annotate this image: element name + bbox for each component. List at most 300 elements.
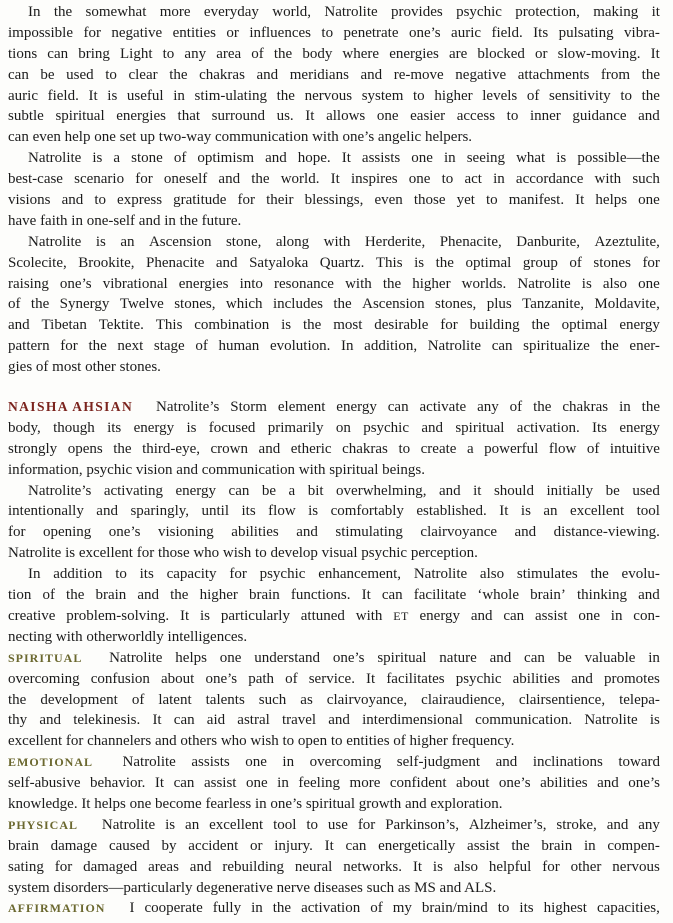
word: to: [94, 192, 106, 209]
paragraph-affirmation: [8, 898, 660, 919]
text-line: [8, 336, 660, 357]
word: clear: [128, 66, 158, 83]
word: into: [239, 275, 263, 292]
word: Natrolite: [109, 649, 163, 666]
word: one’s: [408, 24, 441, 41]
word: also: [602, 275, 628, 292]
word: problem-solving.: [66, 607, 170, 624]
word: for: [54, 858, 73, 875]
word: any: [638, 816, 660, 833]
word: a: [466, 440, 474, 457]
word: can: [524, 649, 545, 666]
word: used: [66, 66, 94, 83]
text-line: [8, 606, 660, 627]
text-run: information, psychic vision and communication with spiritual beings.: [8, 461, 426, 478]
text-line: [8, 232, 660, 253]
word: functions.: [290, 587, 351, 604]
word: overcoming: [8, 670, 80, 687]
word: Natrolite: [28, 150, 82, 167]
word: areas: [148, 858, 179, 875]
word: to: [506, 108, 519, 125]
word: rebuilding: [222, 858, 284, 875]
text-line: [8, 86, 660, 107]
word: Ascension: [362, 296, 425, 313]
word: intentionally: [8, 503, 84, 520]
word: one: [638, 275, 660, 292]
word: the: [600, 338, 619, 355]
word: helps: [175, 649, 207, 666]
word: stroke,: [556, 816, 597, 833]
word: can: [381, 587, 403, 604]
word: create: [420, 440, 457, 457]
word: useful: [126, 87, 164, 104]
word: Parkinson’s,: [385, 816, 459, 833]
text-run: Natrolite is excellent for those who wish to develop visual psychic perception.: [8, 545, 478, 562]
word: valuable: [584, 649, 636, 666]
word: surround: [211, 108, 265, 125]
word: self-judgment: [396, 754, 481, 771]
word: in: [277, 775, 289, 792]
word: with: [355, 607, 383, 624]
text-line: [8, 169, 660, 190]
word: its: [107, 419, 122, 436]
word: more: [349, 775, 381, 792]
word: energies: [178, 275, 229, 292]
word: behavior.: [90, 775, 146, 792]
word: Scolecite,: [8, 254, 67, 271]
word: to: [441, 171, 454, 188]
word: path: [248, 670, 275, 687]
word: the: [333, 296, 352, 313]
text-line: [8, 710, 660, 731]
word: tool: [273, 816, 297, 833]
word: somewhat: [85, 4, 147, 20]
word: psychic: [363, 419, 410, 436]
text-line: [8, 501, 660, 522]
word: stimulating: [335, 524, 403, 541]
word: telepa-: [619, 691, 660, 708]
word: negative: [111, 24, 163, 41]
word: field.: [491, 24, 523, 41]
word: energies: [389, 45, 439, 62]
word: vibra-: [624, 24, 660, 41]
word: one’s: [332, 649, 365, 666]
word: bit: [307, 482, 324, 499]
word: attuned: [300, 607, 345, 624]
word: to: [115, 566, 127, 583]
word: the: [382, 275, 402, 292]
word: spiritualize: [523, 338, 590, 355]
text-line: [8, 274, 660, 295]
word: of: [42, 587, 55, 604]
word: can: [387, 399, 409, 416]
word: or: [535, 45, 548, 62]
word: is: [165, 816, 176, 833]
word: is: [414, 254, 425, 271]
text-line: [8, 481, 660, 502]
text-line: [8, 794, 660, 815]
word: world.: [280, 171, 320, 188]
word: one: [245, 754, 267, 771]
text-line: [8, 65, 660, 86]
word: Natrolite: [427, 338, 482, 355]
word: is: [581, 275, 592, 292]
word: ET: [393, 608, 409, 623]
word: one: [219, 649, 242, 666]
word: blocked: [477, 45, 525, 62]
word: accident: [188, 837, 239, 854]
word: human: [218, 338, 260, 355]
text-line: [8, 815, 660, 836]
word: assists: [361, 150, 401, 167]
word: one: [578, 607, 600, 624]
word: it: [651, 4, 660, 20]
word: making: [593, 4, 639, 20]
word: It: [154, 775, 165, 792]
word: visioning: [157, 524, 214, 541]
word: to: [620, 87, 632, 104]
word: powerful: [484, 440, 539, 457]
word: brain: [541, 837, 573, 854]
text-line: [8, 106, 660, 127]
word: sating: [8, 858, 44, 875]
word: Light: [120, 45, 153, 62]
word: can: [173, 775, 195, 792]
word: resonance: [274, 275, 334, 292]
word: in: [493, 171, 505, 188]
word: opening: [42, 524, 92, 541]
word: energy: [619, 419, 660, 436]
word: the: [272, 900, 292, 917]
word: and: [470, 607, 493, 624]
word: for: [135, 171, 153, 188]
word: Natrolite: [584, 712, 638, 729]
word: assists: [191, 754, 230, 771]
word: addition,: [364, 338, 418, 355]
text-line: [8, 315, 660, 336]
word: energy: [619, 317, 660, 334]
word: hope.: [297, 150, 331, 167]
text-line: [8, 418, 660, 439]
word: for: [357, 816, 376, 833]
word: most: [333, 317, 363, 334]
text-line: [8, 439, 660, 460]
word: by: [161, 837, 177, 854]
word: one: [411, 150, 433, 167]
word: yet: [456, 192, 475, 209]
word: the: [641, 66, 660, 83]
text-line: [8, 2, 660, 23]
word: overcoming: [309, 754, 382, 771]
word: service.: [308, 670, 355, 687]
word: sensitivity: [549, 87, 611, 104]
text-line: [8, 148, 660, 169]
word: gratitude: [173, 192, 227, 209]
word: to: [413, 87, 425, 104]
word: I: [129, 900, 135, 917]
word: impossible: [8, 24, 74, 41]
word: in: [610, 607, 623, 624]
word: brain: [8, 837, 39, 854]
word: and: [638, 108, 660, 125]
word: manifest.: [508, 192, 565, 209]
word: talents: [205, 691, 245, 708]
word: psychic: [456, 4, 502, 20]
word: and: [8, 317, 30, 334]
paragraph-emotional: [8, 752, 660, 815]
word: It: [341, 150, 351, 167]
word: activate: [419, 399, 467, 416]
text-run: can even help one set up two-way communication with one’s angelic helpers.: [8, 129, 473, 146]
word: its: [139, 566, 154, 583]
word: helps: [595, 192, 628, 209]
paragraph-physical: [8, 815, 660, 899]
word: opens: [67, 440, 103, 457]
word: It: [88, 87, 98, 104]
word: worlds.: [461, 275, 507, 292]
word: of: [131, 691, 145, 708]
word: system: [361, 87, 404, 104]
word: the: [641, 87, 660, 104]
word: excellent: [209, 816, 264, 833]
word: understand: [254, 649, 321, 666]
word: more: [159, 4, 191, 20]
word: facilitates: [386, 670, 445, 687]
word: also: [453, 858, 478, 875]
word: negative: [455, 66, 507, 83]
paragraph-3: [8, 232, 660, 378]
word: easier: [410, 108, 446, 125]
word: the: [533, 399, 552, 416]
word: It: [650, 45, 660, 62]
word: as: [300, 691, 313, 708]
word: fully: [212, 900, 242, 917]
word: field.: [47, 87, 79, 104]
word: In: [341, 338, 354, 355]
word: those: [413, 192, 446, 209]
word: the: [113, 440, 132, 457]
text-line: [8, 669, 660, 690]
word: nature: [439, 649, 477, 666]
word: in: [583, 837, 596, 854]
word: which: [225, 296, 263, 313]
word: raising: [8, 275, 49, 292]
word: possible—the: [577, 150, 660, 167]
text-line: [8, 773, 660, 794]
word: and: [597, 775, 619, 792]
word: activation: [301, 900, 361, 917]
word: Satyaloka: [249, 254, 309, 271]
word: the: [66, 587, 85, 604]
text-line: [8, 585, 660, 606]
text-run: necting with otherworldly intelligences.: [8, 628, 248, 645]
text-line: [8, 564, 660, 585]
word: and: [421, 419, 443, 436]
word: the: [30, 296, 50, 313]
word: particularly: [220, 607, 290, 624]
word: for: [229, 566, 247, 583]
word: Natrolite: [28, 233, 82, 250]
word: in: [648, 649, 660, 666]
word: to: [162, 45, 175, 62]
text-line: [8, 857, 660, 878]
text-run: gies of most other stones.: [8, 359, 161, 376]
text-line: [8, 44, 660, 65]
word: optimism: [197, 150, 255, 167]
word: chakras: [342, 440, 388, 457]
text-line: [8, 397, 660, 418]
word: psychic: [259, 566, 306, 583]
word: Alzheimer’s,: [468, 816, 547, 833]
word: is: [432, 858, 443, 875]
word: and: [39, 712, 62, 729]
text-run: excellent for channelers and others who wish to open to entities of higher frequency.: [8, 733, 515, 750]
word: tool: [636, 503, 660, 520]
word: where: [342, 45, 380, 62]
word: chakras: [199, 66, 245, 83]
word: stones,: [174, 296, 216, 313]
word: an: [543, 503, 558, 520]
word: confident: [389, 775, 447, 792]
word: it: [473, 482, 482, 499]
word: allows: [326, 108, 366, 125]
word: astral: [237, 712, 270, 729]
word: energies: [116, 108, 166, 125]
word: be: [40, 66, 55, 83]
word: stim-ulating: [194, 87, 268, 104]
text-line: [8, 731, 660, 752]
word: strongly: [8, 440, 58, 457]
word: evolu-: [621, 566, 660, 583]
word: tions: [8, 45, 38, 62]
word: and: [215, 254, 238, 271]
word: assist: [467, 837, 500, 854]
word: abilities: [231, 524, 279, 541]
word: one: [638, 192, 660, 209]
word: includes: [272, 296, 323, 313]
word: or: [250, 837, 263, 854]
text-run: system disorders—particularly degenerative nerve diseases such as MS and ALS.: [8, 879, 497, 896]
word: facilitate: [413, 587, 467, 604]
word: neural: [294, 858, 333, 875]
word: in: [173, 87, 185, 104]
word: the: [8, 691, 27, 708]
word: us.: [276, 108, 294, 125]
word: It: [575, 192, 585, 209]
word: world,: [272, 4, 311, 20]
word: can: [47, 45, 69, 62]
word: its: [241, 503, 256, 520]
word: flow: [548, 440, 577, 457]
word: energy: [133, 419, 175, 436]
author-label: NAISHA AHSIAN: [8, 399, 134, 415]
word: of: [8, 296, 21, 313]
text-line: [8, 294, 660, 315]
word: can: [345, 837, 367, 854]
word: provides: [391, 4, 443, 20]
word: thinking: [577, 587, 628, 604]
word: and: [61, 192, 84, 209]
word: the: [88, 338, 107, 355]
word: be: [605, 482, 620, 499]
word: an: [120, 233, 135, 250]
word: capacities,: [596, 900, 660, 917]
word: use: [327, 816, 348, 833]
word: abilities: [540, 775, 588, 792]
word: ener-: [629, 338, 660, 355]
word: is: [649, 712, 660, 729]
word: can: [8, 66, 29, 83]
word: can: [173, 712, 195, 729]
word: is: [107, 87, 118, 104]
text-run: knowledge. It helps one become fearless in one’s spiritual growth and exploration.: [8, 795, 503, 812]
word: development: [40, 691, 118, 708]
word: initially: [546, 482, 594, 499]
word: any: [477, 399, 499, 416]
word: from: [600, 66, 631, 83]
text-line: [8, 190, 660, 211]
word: Natrolite’s: [28, 482, 92, 499]
word: feeling: [298, 775, 341, 792]
word: and: [137, 587, 160, 604]
word: with: [594, 171, 622, 188]
word: focused: [208, 419, 256, 436]
word: scenario: [74, 171, 125, 188]
section-label: PHYSICAL: [8, 817, 79, 832]
word: on: [335, 419, 351, 436]
word: pulsating: [558, 24, 614, 41]
word: an: [185, 816, 200, 833]
text-line: [8, 878, 660, 899]
word: This: [155, 317, 183, 334]
word: body: [302, 45, 333, 62]
word: everyday: [203, 4, 259, 20]
word: oneself: [163, 171, 208, 188]
word: Tibetan: [41, 317, 87, 334]
word: Phenacite,: [439, 233, 502, 250]
word: In: [28, 4, 41, 20]
word: stage: [153, 338, 185, 355]
word: the: [641, 399, 660, 416]
word: Natrolite’s: [156, 399, 220, 416]
text-line: [8, 648, 660, 669]
word: blessings,: [304, 192, 364, 209]
word: pattern: [8, 338, 50, 355]
word: highest: [543, 900, 587, 917]
word: that: [177, 108, 201, 125]
word: excellent: [570, 503, 625, 520]
word: addition: [53, 566, 103, 583]
word: overwhelming,: [336, 482, 427, 499]
paragraph-1: [8, 2, 660, 148]
word: assist: [203, 775, 237, 792]
word: a: [113, 150, 121, 167]
word: and: [514, 524, 537, 541]
text-line: [8, 543, 660, 564]
word: Natrolite: [413, 566, 468, 583]
word: and: [571, 670, 593, 687]
word: in: [251, 900, 263, 917]
word: intuitive: [609, 440, 660, 457]
word: seeing: [466, 150, 506, 167]
word: damaged: [83, 858, 138, 875]
word: should: [493, 482, 534, 499]
word: best-case: [8, 171, 63, 188]
paragraph-2: [8, 148, 660, 232]
word: damage: [50, 837, 98, 854]
word: in: [619, 399, 631, 416]
word: for: [440, 317, 458, 334]
